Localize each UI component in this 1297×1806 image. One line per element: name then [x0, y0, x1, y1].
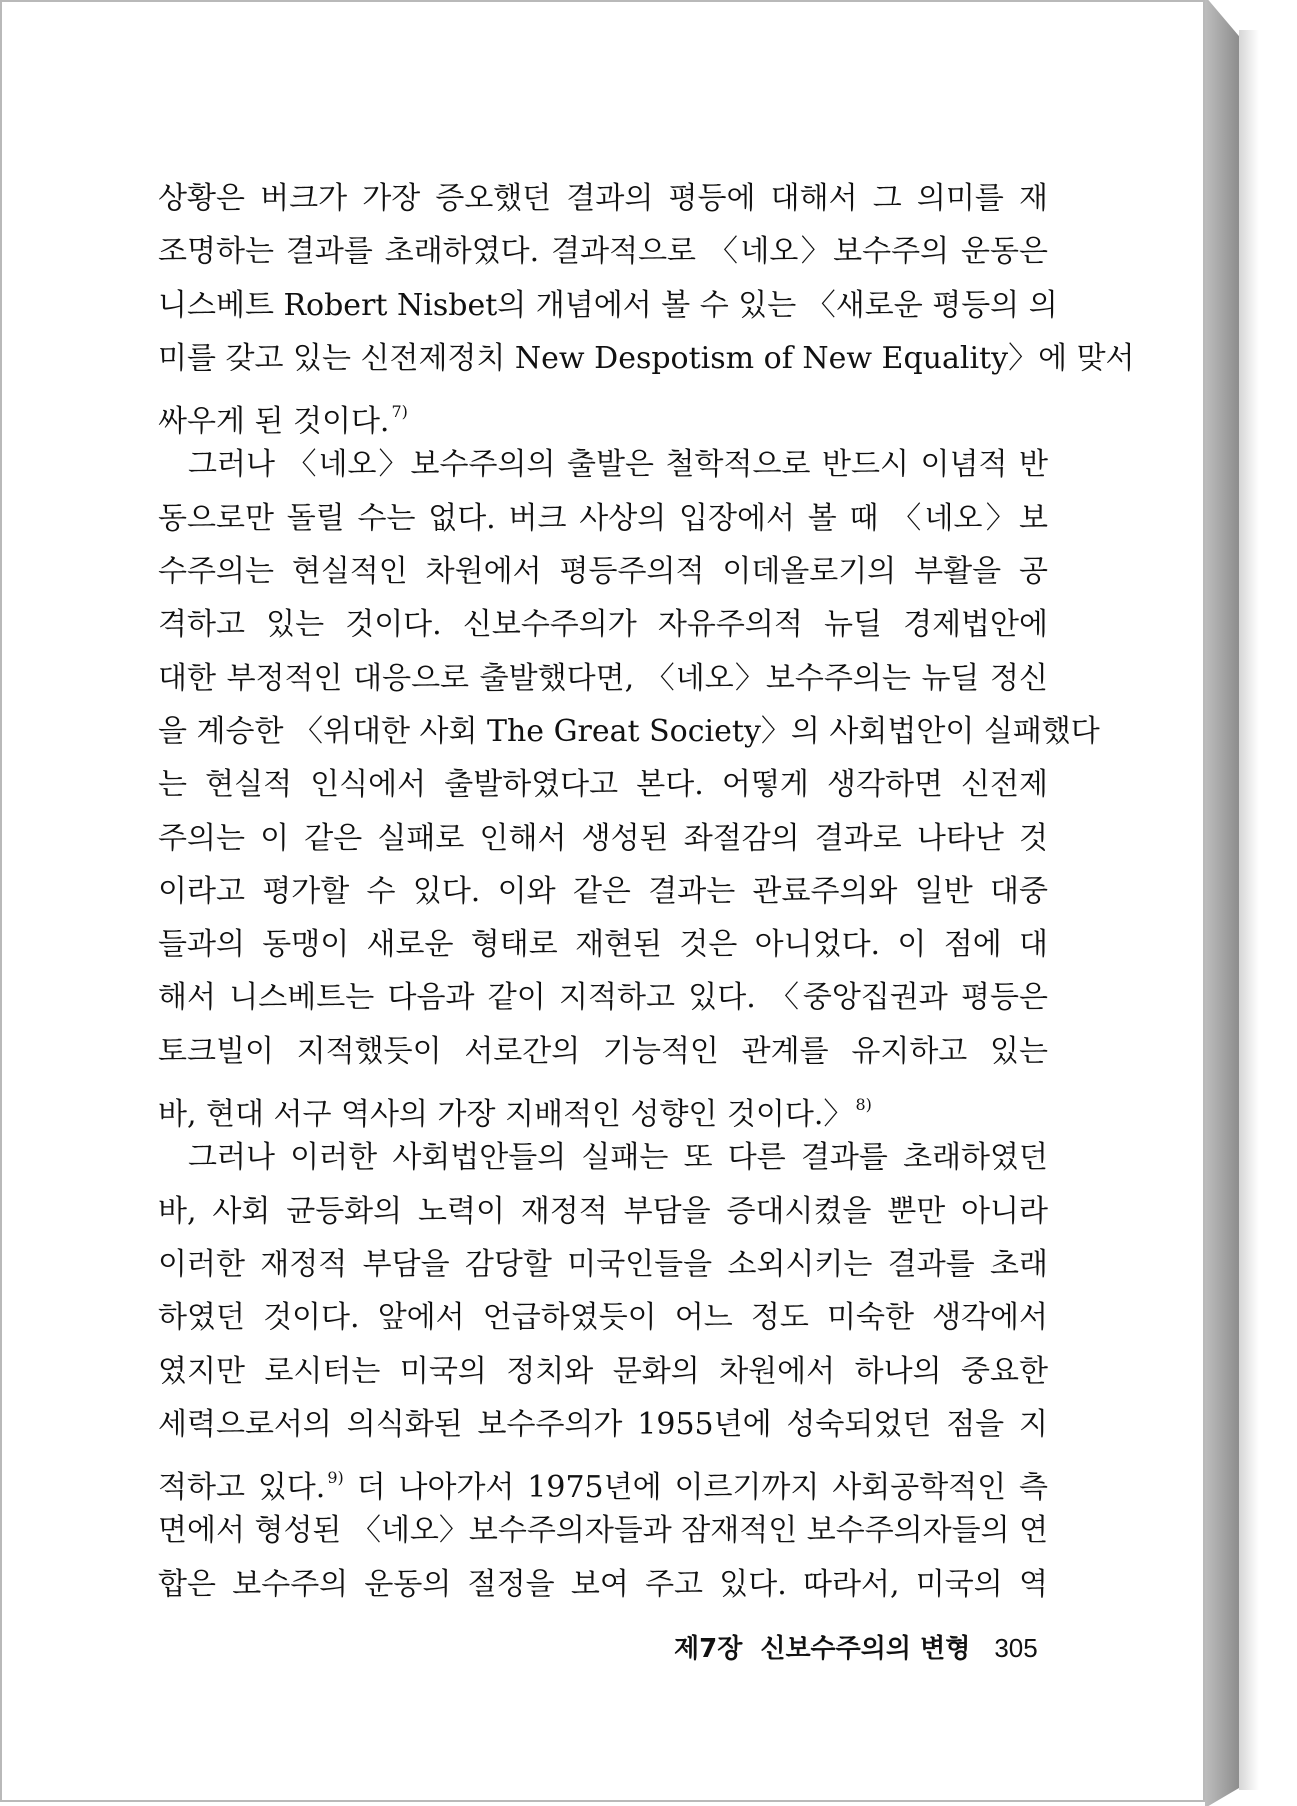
- text-line: 세력으로서의 의식화된 보수주의가 1955년에 성숙되었던 점을 지: [158, 1406, 1048, 1442]
- text-line: 이러한 재정적 부담을 감당할 미국인들을 소외시키는 결과를 초래: [158, 1246, 1048, 1282]
- text-line: 조명하는 결과를 초래하였다. 결과적으로 〈네오〉보수주의 운동은: [158, 234, 1048, 270]
- text-line: 주의는 이 같은 실패로 인해서 생성된 좌절감의 결과로 나타난 것: [158, 820, 1048, 856]
- text-line: 는 현실적 인식에서 출발하였다고 본다. 어떻게 생각하면 신전제: [158, 767, 1048, 803]
- body-text: [158, 172, 1135, 1611]
- page-footer: [674, 1628, 1064, 1665]
- text-line: 면에서 형성된 〈네오〉보수주의자들과 잠재적인 보수주의자들의 연: [158, 1513, 1049, 1549]
- page-stack-edge: [1205, 0, 1239, 1806]
- text-span: 바, 현대 서구 역사의 가장 지배적인 성향인 것이다.〉: [158, 1097, 854, 1133]
- text-line: 였지만 로시터는 미국의 정치와 문화의 차원에서 하나의 중요한: [158, 1353, 1048, 1389]
- text-line: 바, 사회 균등화의 노력이 재정적 부담을 증대시켰을 뿐만 아니라: [158, 1193, 1048, 1229]
- text-line: 격하고 있는 것이다. 신보수주의가 자유주의적 뉴딜 경제법안에: [158, 607, 1048, 643]
- text-line: 하였던 것이다. 앞에서 언급하였듯이 어느 정도 미숙한 생각에서: [158, 1300, 1048, 1336]
- text-line: 을 계승한 〈위대한 사회 The Great Society〉의 사회법안이 실패했다: [158, 713, 1100, 749]
- chapter-title: 신보수주의의 변형: [760, 1634, 971, 1664]
- footnote-marker: 8): [855, 1095, 872, 1115]
- text-line: 니스베트 Robert Nisbet의 개념에서 볼 수 있는 〈새로운 평등의 의: [158, 287, 1058, 323]
- text-line: 상황은 버크가 가장 증오했던 결과의 평등에 대해서 그 의미를 재: [158, 181, 1048, 216]
- text-line: 이라고 평가할 수 있다. 이와 같은 결과는 관료주의와 일반 대중: [158, 873, 1048, 909]
- text-span: 적하고 있다.: [158, 1470, 326, 1506]
- text-line: 그러나 〈네오〉보수주의의 출발은 철학적으로 반드시 이념적 반: [188, 447, 1048, 483]
- text-line: 들과의 동맹이 새로운 형태로 재현된 것은 아니었다. 이 점에 대: [158, 927, 1048, 963]
- text-line: 대한 부정적인 대응으로 출발했다면, 〈네오〉보수주의는 뉴딜 정신: [158, 660, 1048, 696]
- text-line: 수주의는 현실적인 차원에서 평등주의적 이데올로기의 부활을 공: [158, 554, 1048, 590]
- text-span: 싸우게 된 것이다.: [158, 404, 390, 440]
- footnote-marker: 7): [391, 402, 408, 422]
- text-line: [158, 385, 1048, 438]
- text-span: 더 나아가서 1975년에 이르기까지 사회공학적인 측: [343, 1470, 1048, 1506]
- text-line: [158, 1078, 1048, 1131]
- chapter-label: 제7장: [674, 1634, 743, 1664]
- footnote-marker: 9): [327, 1468, 344, 1488]
- text-line: 토크빌이 지적했듯이 서로간의 기능적인 관계를 유지하고 있는: [158, 1033, 1048, 1069]
- text-line: 미를 갖고 있는 신전제정치 New Despotism of New Equality〉에 맞서: [158, 340, 1135, 376]
- text-line: 동으로만 돌릴 수는 없다. 버크 사상의 입장에서 볼 때 〈네오〉보: [158, 500, 1048, 536]
- text-line: 그러나 이러한 사회법안들의 실패는 또 다른 결과를 초래하였던: [188, 1140, 1048, 1176]
- text-line: [158, 1451, 1048, 1504]
- text-line: 해서 니스베트는 다음과 같이 지적하고 있다. 〈중앙집권과 평등은: [158, 980, 1048, 1016]
- text-line: 합은 보수주의 운동의 절정을 보여 주고 있다. 따라서, 미국의 역: [158, 1566, 1048, 1602]
- page-number: 305: [994, 1633, 1038, 1663]
- page-shadow: [1239, 30, 1259, 1790]
